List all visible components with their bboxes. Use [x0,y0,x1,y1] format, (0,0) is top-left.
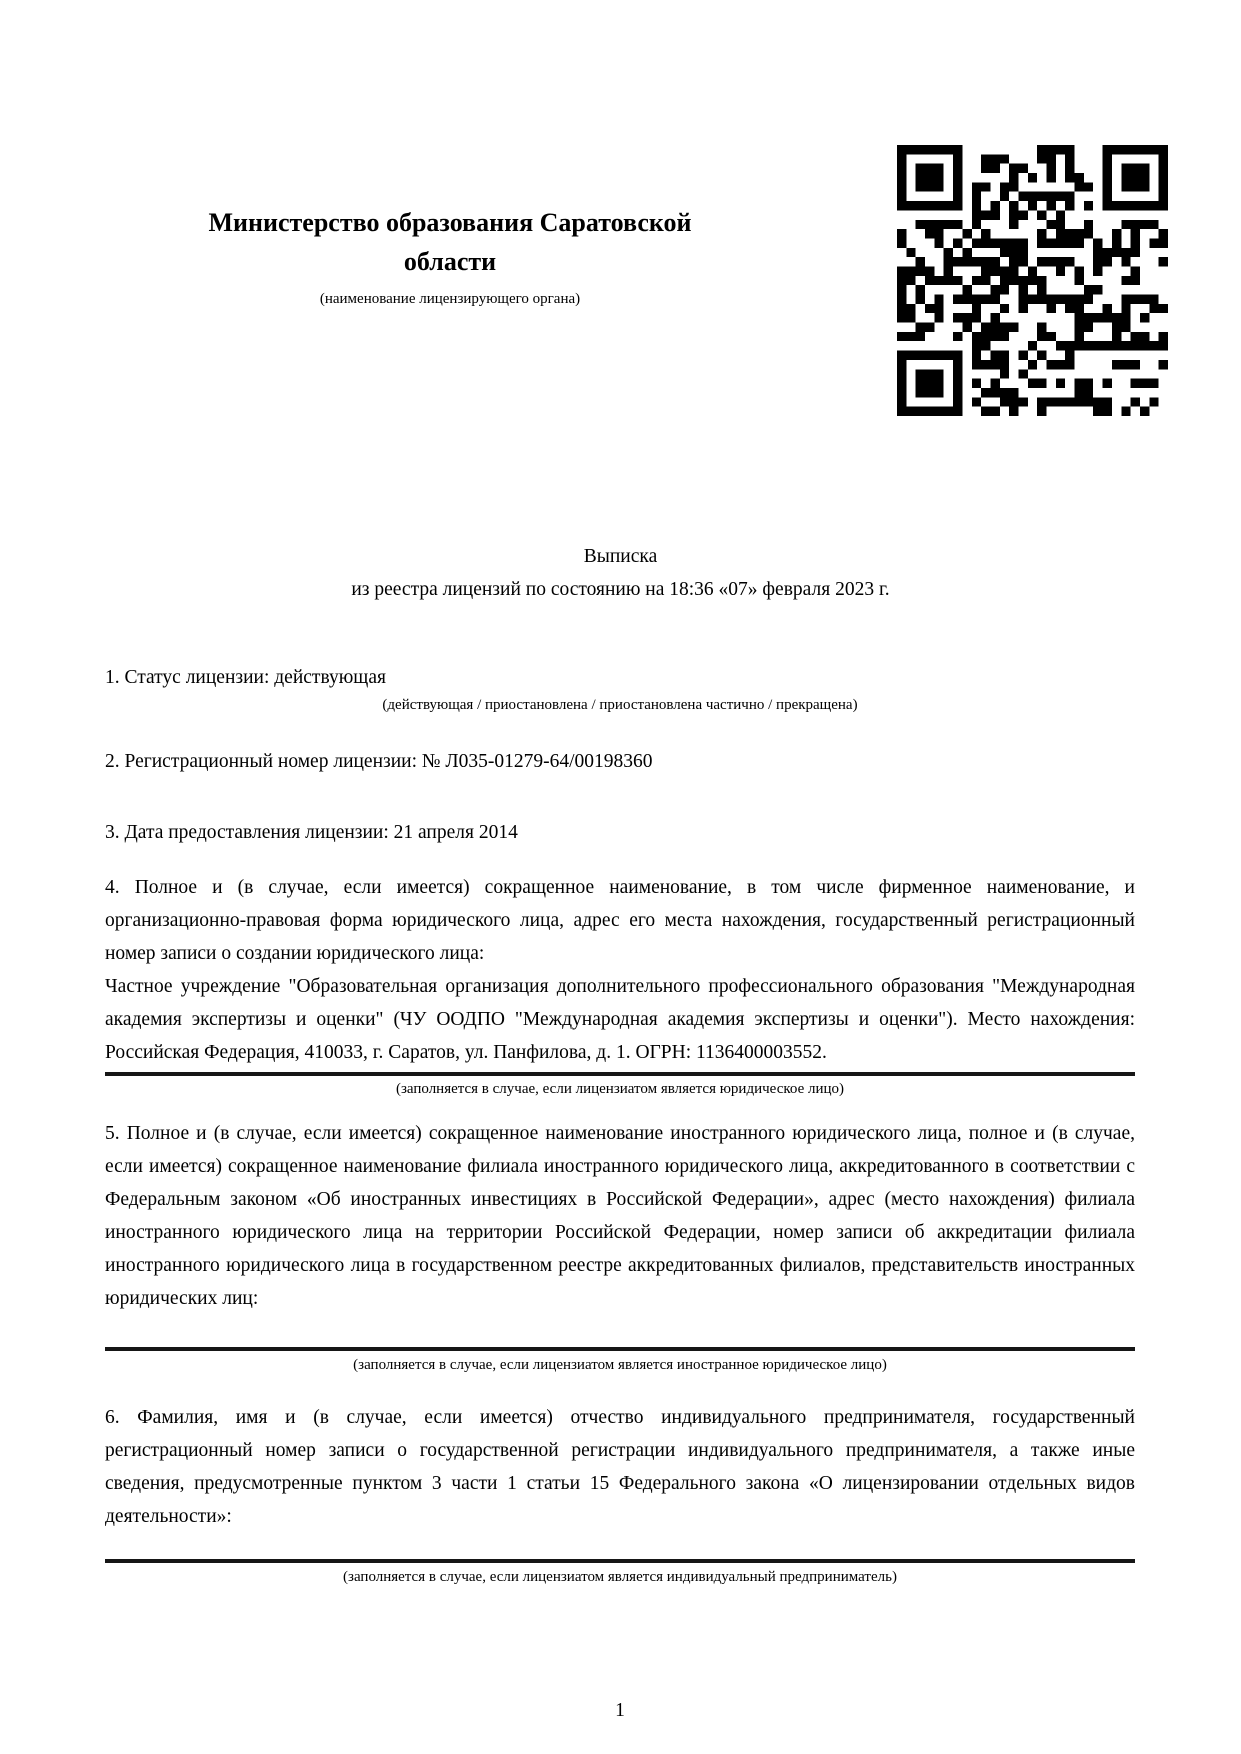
item-registration-number [105,745,1135,778]
fill-in-rule-foreign-entity [105,1347,1135,1351]
document-body [0,661,1241,1587]
legal-entity-value: Частное учреждение "Образовательная организация дополнительного профессионального образования "Международная академия экспертизы и оценки" (ЧУ ООДПО "Международная академия экспертизы и оценки"). Место нахождения: Российская Федерация, 410033, г. Саратов, ул. Панфилова, д. 1. ОГРН: 1136400003552. [105,976,1135,1063]
qr-code-image [897,145,1168,416]
item-foreign-legal-entity [105,1117,1135,1375]
legal-entity-heading: 4. Полное и (в случае, если имеется) сокращенное наименование, в том числе фирменное наименование, и организационно-правовая форма юридического лица, адрес его места нахождения, государственный регистрационный номер записи о создании юридического лица: [105,877,1135,964]
foreign-legal-entity-caption: (заполняется в случае, если лицензиатом является иностранное юридическое лицо) [353,1357,887,1373]
subject-line-2: из реестра лицензий по состоянию на 18:36 «07» февраля 2023 г. [351,579,890,600]
item-legal-entity [105,871,1135,1099]
item-individual-entrepreneur [105,1401,1135,1587]
individual-entrepreneur-heading: 6. Фамилия, имя и (в случае, если имеется) отчество индивидуального предпринимателя, государственный регистрационный номер записи о государственной регистрации индивидуального предпринимателя, а также иные сведения, предусмотренные пунктом 3 части 1 статьи 15 Федерального закона «О лицензировании отдельных видов деятельности»: [105,1407,1135,1527]
foreign-legal-entity-heading: 5. Полное и (в случае, если имеется) сокращенное наименование иностранного юридического лица, полное и (в случае, если имеется) сокращенное наименование филиала иностранного юридического лица, аккредитованного в соответствии с Федеральным законом «Об иностранных инвестициях в Российской Федерации», адрес (место нахождения) филиала иностранного юридического лица на территории Российской Федерации, номер записи об аккредитации филиала иностранного юридического лица в государственном реестре аккредитованных филиалов, представительств иностранных юридических лиц: [105,1123,1135,1309]
document-subject [0,540,1241,606]
individual-entrepreneur-caption: (заполняется в случае, если лицензиатом является индивидуальный предприниматель) [343,1569,897,1585]
item-license-status [105,661,1135,715]
license-grant-date-text: 3. Дата предоставления лицензии: 21 апреля 2014 [105,822,518,843]
page-number: 1 [615,1700,625,1721]
subject-line-1: Выписка [583,546,658,567]
item-license-grant-date [105,816,1135,849]
document-header [0,0,1241,416]
license-status-text: 1. Статус лицензии: действующая [105,667,386,688]
fill-in-rule-legal-entity [105,1072,1135,1076]
page-title: Министерство образования Саратовской области [208,208,692,276]
legal-entity-caption: (заполняется в случае, если лицензиатом является юридическое лицо) [395,1081,845,1097]
registration-number-text: 2. Регистрационный номер лицензии: № Л035-01279-64/00198360 [105,751,653,772]
page-footer [105,1700,1135,1722]
fill-in-rule-entrepreneur [105,1559,1135,1563]
title-caption: (наименование лицензирующего органа) [319,291,581,307]
licensing-authority-block [105,145,795,309]
license-status-caption: (действующая / приостановлена / приостановлена частично / прекращена) [382,697,858,713]
